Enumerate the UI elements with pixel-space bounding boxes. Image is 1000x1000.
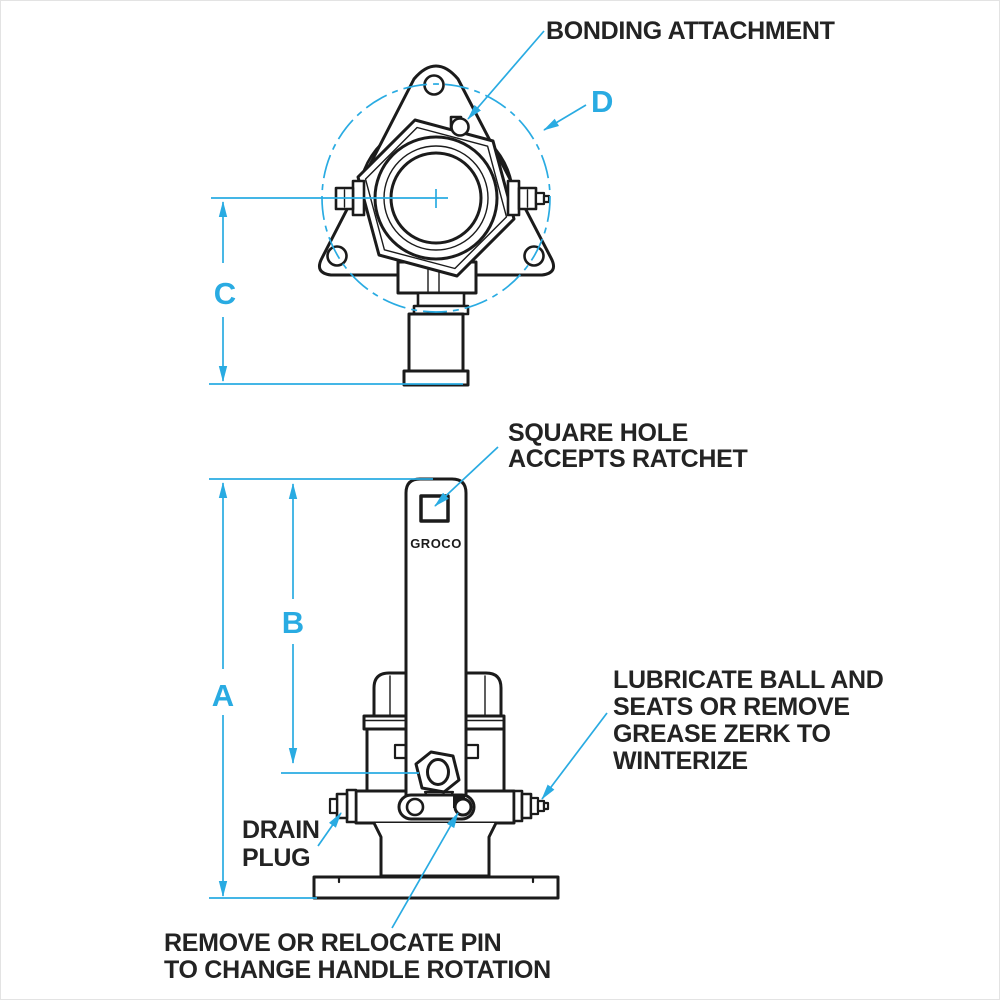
mounting-flange (314, 877, 558, 898)
drain-plug-label-line2: PLUG (242, 844, 311, 872)
dim-label-b: B (281, 605, 305, 640)
dim-label-a: A (211, 678, 235, 713)
bonding-attachment-label: BONDING ATTACHMENT (546, 17, 835, 45)
dim-label-c: C (213, 276, 237, 311)
base-transition (374, 823, 496, 876)
top-view-right-plug (508, 181, 549, 215)
drain-plug-label-line1: DRAIN (242, 816, 320, 844)
valve-handle (406, 479, 466, 797)
bonding-attachment-tab (451, 117, 469, 136)
lubricate-label-line2: SEATS OR REMOVE (613, 693, 850, 721)
leader-lubricate (542, 713, 607, 799)
front-view-valve-drawing (314, 479, 558, 898)
groco-brand-logo: GROCO (410, 536, 462, 551)
pipe-end-rim (404, 371, 468, 385)
square-hole-label-line2: ACCEPTS RATCHET (508, 445, 748, 473)
pin-hole-left (407, 799, 423, 815)
valve-diagram-svg (1, 1, 1000, 1000)
lubricate-label-line1: LUBRICATE BALL AND (613, 666, 884, 694)
lubricate-label-line3: GREASE ZERK TO (613, 720, 831, 748)
leader-drain-plug (318, 813, 341, 846)
annotation-texts (164, 17, 884, 984)
drain-plug-left (330, 790, 356, 822)
remove-pin-label-line1: REMOVE OR RELOCATE PIN (164, 929, 502, 957)
top-view-flange-drawing (211, 66, 554, 385)
remove-pin-label-line2: TO CHANGE HANDLE ROTATION (164, 956, 551, 984)
tailpiece-projection (398, 262, 476, 385)
square-hole-label-line1: SQUARE HOLE (508, 419, 689, 447)
dim-d-leader (544, 105, 586, 130)
threaded-pipe (409, 314, 463, 371)
handle-stop-bracket (399, 795, 474, 819)
lubricate-label-line4: WINTERIZE (613, 747, 748, 775)
pin-hole-right (455, 799, 471, 815)
dim-label-d: D (591, 84, 614, 119)
grease-zerk-right (514, 791, 548, 821)
leader-bonding (468, 31, 544, 119)
